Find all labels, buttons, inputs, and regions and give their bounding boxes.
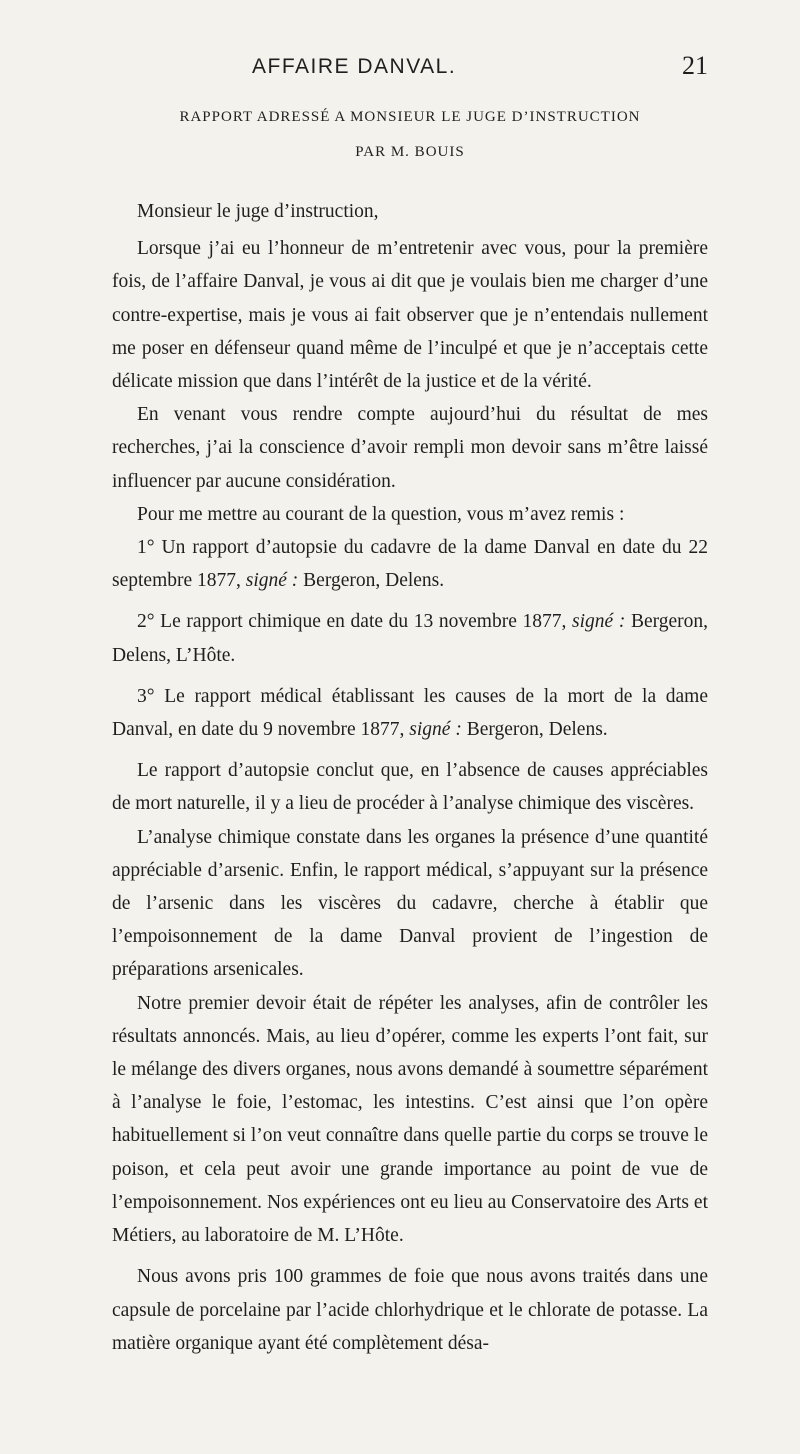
list-item-text: 1° Un rapport d’autopsie du cadavre de la dame Danval en date du 22 septembre 1877,	[112, 537, 708, 592]
report-title-line-2: PAR M. BOUIS	[355, 144, 465, 160]
signatories: Bergeron, Delens.	[466, 719, 608, 741]
body-text	[112, 195, 708, 1360]
list-item-2	[112, 605, 708, 671]
running-title: AFFAIRE DANVAL.	[252, 55, 457, 78]
signature-label: signé :	[572, 611, 626, 633]
paragraph: L’analyse chimique constate dans les organes la présence d’une quantité appréciable d’arsenic. Enfin, le rapport médical, s’appuyant sur la présence de l’arsenic dans les viscères du cadavre, cherche à établir que l’empoisonnement de la dame Danval provient de l’ingestion de préparations arsenicales.	[112, 826, 708, 981]
paragraph: Notre premier devoir était de répéter les analyses, afin de contrôler les résultats annoncés. Mais, au lieu d’opérer, comme les experts l’ont fait, sur le mélange des divers organes, nous avons demandé à soumettre séparément à l’analyse le foie, l’estomac, les intestins. C’est ainsi que l’on opère habituellement si l’on veut connaître dans quelle partie du corps se trouve le poison, et cela peut avoir une grande importance au point de vue de l’empoisonnement. Nos expériences ont eu lieu au Conservatoire des Arts et Métiers, au laboratoire de M. L’Hôte.	[112, 992, 708, 1247]
report-title-line-1: RAPPORT ADRESSÉ A MONSIEUR LE JUGE D’INSTRUCTION	[179, 109, 641, 125]
running-head	[112, 45, 708, 85]
page-number: 21	[682, 51, 708, 80]
paragraph: En venant vous rendre compte aujourd’hui du résultat de mes recherches, j’ai la conscience d’avoir rempli mon devoir sans m’être laissé influencer par aucune considération.	[112, 404, 708, 492]
salutation: Monsieur le juge d’instruction,	[137, 201, 379, 222]
list-item-text: 3° Le rapport médical établissant les causes de la mort de la dame Danval, en date du 9 novembre 1877,	[112, 685, 708, 741]
paragraph: Nous avons pris 100 grammes de foie que nous avons traités dans une capsule de porcelaine par l’acide chlorhydrique et le chlorate de potasse. La matière organique ayant été complètement désa-	[112, 1266, 708, 1354]
signature-label: signé :	[409, 719, 462, 741]
signatories: Bergeron, Delens, L’Hôte.	[112, 611, 709, 666]
report-title	[112, 100, 708, 170]
signature-label: signé :	[245, 570, 299, 592]
paragraph: Pour me mettre au courant de la question, vous m’avez remis :	[137, 503, 625, 525]
list-item-text: 2° Le rapport chimique en date du 13 novembre 1877,	[137, 611, 567, 633]
list-item-1	[112, 531, 708, 597]
paragraph: Lorsque j’ai eu l’honneur de m’entretenir avec vous, pour la première fois, de l’affaire Danval, je vous ai dit que je voulais bien me charger d’une contre-expertise, mais je vous ai fait observer que je n’entendais nullement me poser en défenseur quand même de l’inculpé et que je n’acceptais cette délicate mission que dans l’intérêt de la justice et de la vérité.	[112, 238, 708, 393]
signatories: Bergeron, Delens.	[303, 570, 445, 592]
list-item-3	[112, 680, 708, 746]
paragraph: Le rapport d’autopsie conclut que, en l’absence de causes appréciables de mort naturelle, il y a lieu de procéder à l’analyse chimique des viscères.	[112, 760, 708, 815]
